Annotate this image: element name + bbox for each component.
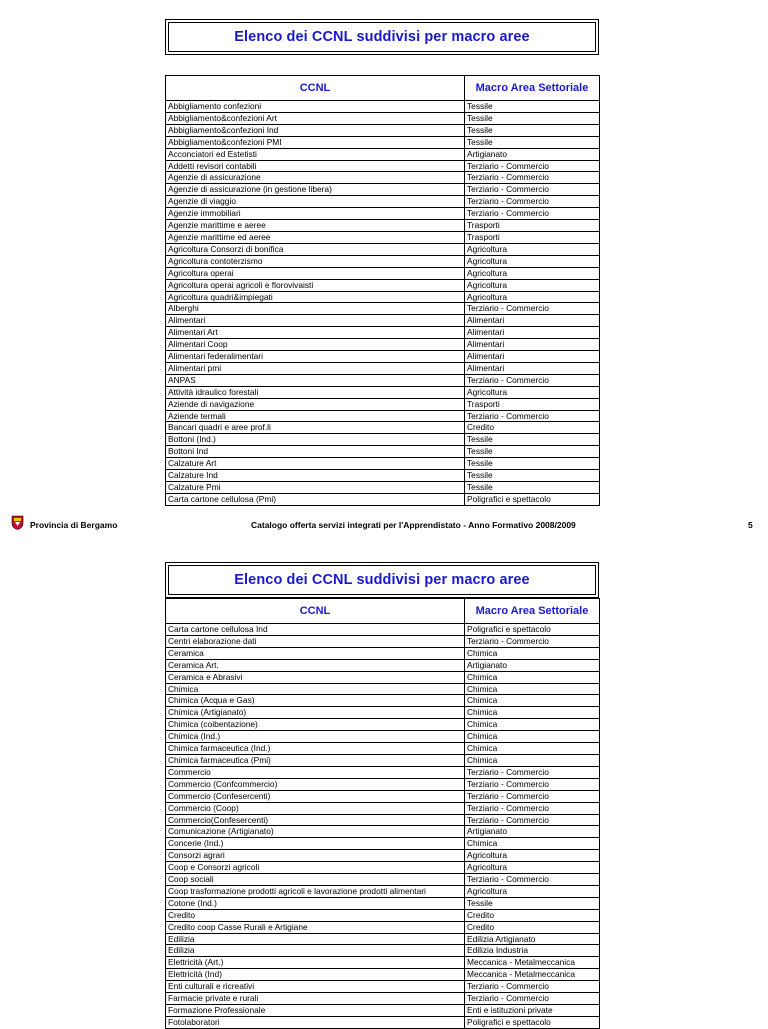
macro-area-cell: Tessile [465,897,600,909]
macro-area-cell: Meccanica - Metalmeccanica [465,969,600,981]
macro-area-cell: Tessile [465,470,600,482]
ccnl-cell: Edilizia [166,945,465,957]
macro-area-cell: Chimica [465,754,600,766]
ccnl-cell: Coop trasformazione prodotti agricoli e lavorazione prodotti alimentari [166,885,465,897]
ccnl-cell: Acconciatori ed Estetisti [166,148,465,160]
table-row [166,993,600,1005]
table-row [166,196,600,208]
macro-area-cell: Edilizia Industria [465,945,600,957]
table-row [166,112,600,124]
macro-area-cell: Alimentari [465,351,600,363]
ccnl-cell: Agenzie marittime ed aeree [166,231,465,243]
table-row [166,362,600,374]
table-row [166,267,600,279]
ccnl-column-header: CCNL [166,599,465,624]
ccnl-cell: Ceramica Art. [166,659,465,671]
ccnl-cell: Bancari quadri e aree prof.li [166,422,465,434]
table-row [166,885,600,897]
macro-area-cell: Terziario - Commercio [465,303,600,315]
ccnl-cell: Ceramica e Abrasivi [166,671,465,683]
ccnl-cell: Ceramica [166,647,465,659]
macro-area-cell: Tessile [465,136,600,148]
page-2-title: Elenco dei CCNL suddivisi per macro aree [234,572,530,588]
macro-area-cell: Terziario - Commercio [465,778,600,790]
table-row [166,921,600,933]
macro-area-cell: Chimica [465,838,600,850]
table-row [166,731,600,743]
ccnl-cell: Aziende termali [166,410,465,422]
ccnl-cell: Fotolaboratori [166,1016,465,1028]
table-row [166,754,600,766]
ccnl-cell: Commercio(Confesercenti) [166,814,465,826]
ccnl-cell: Farmacie private e rurali [166,993,465,1005]
macro-area-cell: Terziario - Commercio [465,410,600,422]
ccnl-cell: Chimica (coibentazione) [166,719,465,731]
table-row [166,850,600,862]
page-2-ccnl-table [165,598,600,1029]
macro-area-cell: Enti e istituzioni private [465,1005,600,1017]
ccnl-cell: Coop e Consorzi agricoli [166,862,465,874]
footer-page-number: 5 [748,520,753,530]
macro-area-cell: Terziario - Commercio [465,184,600,196]
macro-area-cell: Chimica [465,743,600,755]
page-1-table-body [166,101,600,506]
ccnl-cell: ANPAS [166,374,465,386]
macro-area-cell: Trasporti [465,398,600,410]
page-2-title-box [165,562,599,598]
macro-area-cell: Artigianato [465,148,600,160]
table-row [166,315,600,327]
page-1-title-box [165,19,599,55]
page-2-block [165,562,599,1029]
macro-area-cell: Poligrafici e spettacolo [465,624,600,636]
ccnl-cell: Agricoltura operai [166,267,465,279]
ccnl-cell: Agenzie di assicurazione [166,172,465,184]
macro-area-cell: Terziario - Commercio [465,374,600,386]
macro-area-column-header: Macro Area Settoriale [465,599,600,624]
macro-area-cell: Agricoltura [465,243,600,255]
ccnl-cell: Commercio (Confesercenti) [166,790,465,802]
table-row [166,695,600,707]
ccnl-cell: Agricoltura Consorzi di bonifica [166,243,465,255]
macro-area-cell: Artigianato [465,826,600,838]
macro-area-cell: Credito [465,909,600,921]
macro-area-cell: Terziario - Commercio [465,172,600,184]
ccnl-cell: Agricoltura operai agricoli e florovivaisti [166,279,465,291]
table-row [166,778,600,790]
table-header-row [166,599,600,624]
macro-area-cell: Poligrafici e spettacolo [465,493,600,505]
table-row [166,897,600,909]
table-row [166,398,600,410]
table-row [166,707,600,719]
ccnl-cell: Alimentari Coop [166,339,465,351]
ccnl-cell: Commercio (Coop) [166,802,465,814]
macro-area-cell: Trasporti [465,231,600,243]
ccnl-cell: Agenzie di assicurazione (in gestione libera) [166,184,465,196]
ccnl-cell: Chimica (Artigianato) [166,707,465,719]
ccnl-cell: Calzature Ind [166,470,465,482]
table-row [166,434,600,446]
ccnl-cell: Chimica (Ind.) [166,731,465,743]
macro-area-cell: Terziario - Commercio [465,160,600,172]
table-row [166,969,600,981]
table-row [166,945,600,957]
macro-area-cell: Terziario - Commercio [465,874,600,886]
macro-area-cell: Tessile [465,434,600,446]
ccnl-cell: Bottoni Ind [166,446,465,458]
table-row [166,482,600,494]
table-row [166,243,600,255]
macro-area-cell: Agricoltura [465,850,600,862]
table-row [166,671,600,683]
macro-area-cell: Tessile [465,112,600,124]
table-row [166,279,600,291]
table-row [166,814,600,826]
macro-area-cell: Poligrafici e spettacolo [465,1016,600,1028]
ccnl-cell: Abbigliamento&confezioni Ind [166,124,465,136]
table-row [166,231,600,243]
macro-area-cell: Terziario - Commercio [465,993,600,1005]
macro-area-cell: Edilizia Artigianato [465,933,600,945]
ccnl-cell: Chimica farmaceutica (Pmi) [166,754,465,766]
table-row [166,148,600,160]
table-row [166,790,600,802]
macro-area-cell: Chimica [465,731,600,743]
table-row [166,303,600,315]
macro-area-cell: Terziario - Commercio [465,196,600,208]
macro-area-cell: Agricoltura [465,291,600,303]
macro-area-cell: Terziario - Commercio [465,802,600,814]
table-row [166,374,600,386]
macro-area-cell: Tessile [465,482,600,494]
macro-area-cell: Terziario - Commercio [465,814,600,826]
ccnl-cell: Concerie (Ind.) [166,838,465,850]
page-1-block [165,19,599,506]
macro-area-cell: Tessile [465,124,600,136]
ccnl-cell: Credito [166,909,465,921]
macro-area-cell: Agricoltura [465,255,600,267]
macro-area-cell: Chimica [465,719,600,731]
table-row [166,136,600,148]
ccnl-cell: Carta cartone cellulosa Ind [166,624,465,636]
table-row [166,981,600,993]
table-row [166,909,600,921]
ccnl-cell: Chimica farmaceutica (Ind.) [166,743,465,755]
macro-area-cell: Alimentari [465,362,600,374]
ccnl-cell: Consorzi agrari [166,850,465,862]
ccnl-cell: Addetti revisori contabili [166,160,465,172]
macro-area-cell: Terziario - Commercio [465,635,600,647]
macro-area-cell: Chimica [465,683,600,695]
table-row [166,172,600,184]
ccnl-cell: Agricoltura quadri&impiegati [166,291,465,303]
ccnl-cell: Enti culturali e ricreativi [166,981,465,993]
ccnl-cell: Abbigliamento&confezioni Art [166,112,465,124]
table-row [166,458,600,470]
ccnl-cell: Chimica [166,683,465,695]
ccnl-cell: Bottoni (Ind.) [166,434,465,446]
table-row [166,470,600,482]
ccnl-cell: Abbigliamento confezioni [166,101,465,113]
macro-area-cell: Meccanica - Metalmeccanica [465,957,600,969]
ccnl-cell: Alimentari [166,315,465,327]
ccnl-cell: Alimentari Art [166,327,465,339]
ccnl-cell: Edilizia [166,933,465,945]
macro-area-cell: Tessile [465,101,600,113]
ccnl-cell: Calzature Pmi [166,482,465,494]
ccnl-cell: Elettricità (Art.) [166,957,465,969]
table-row [166,933,600,945]
macro-area-cell: Chimica [465,671,600,683]
table-row [166,386,600,398]
province-crest-icon [11,515,24,530]
macro-area-cell: Alimentari [465,327,600,339]
table-row [166,339,600,351]
table-row [166,327,600,339]
ccnl-cell: Chimica (Acqua e Gas) [166,695,465,707]
table-row [166,624,600,636]
table-row [166,826,600,838]
macro-area-column-header: Macro Area Settoriale [465,76,600,101]
macro-area-cell: Chimica [465,707,600,719]
macro-area-cell: Agricoltura [465,267,600,279]
ccnl-cell: Cotone (Ind.) [166,897,465,909]
table-row [166,1005,600,1017]
table-row [166,410,600,422]
macro-area-cell: Terziario - Commercio [465,790,600,802]
ccnl-cell: Formazione Professionale [166,1005,465,1017]
table-row [166,683,600,695]
ccnl-cell: Aziende di navigazione [166,398,465,410]
ccnl-column-header: CCNL [166,76,465,101]
macro-area-cell: Terziario - Commercio [465,981,600,993]
ccnl-cell: Agenzie immobiliari [166,208,465,220]
ccnl-cell: Calzature Art [166,458,465,470]
ccnl-cell: Carta cartone cellulosa (Pmi) [166,493,465,505]
table-row [166,291,600,303]
page-2-table-body [166,624,600,1029]
table-row [166,208,600,220]
ccnl-cell: Commercio [166,766,465,778]
page-1-title: Elenco dei CCNL suddivisi per macro aree [234,29,530,45]
ccnl-cell: Commercio (Confcommercio) [166,778,465,790]
table-row [166,719,600,731]
ccnl-cell: Agenzie marittime e aeree [166,220,465,232]
macro-area-cell: Agricoltura [465,885,600,897]
ccnl-cell: Abbigliamento&confezioni PMI [166,136,465,148]
macro-area-cell: Alimentari [465,315,600,327]
table-header-row [166,76,600,101]
table-row [166,957,600,969]
table-row [166,101,600,113]
table-row [166,838,600,850]
ccnl-cell: Alimentari federalimentari [166,351,465,363]
page-1-ccnl-table [165,75,600,506]
macro-area-cell: Trasporti [465,220,600,232]
macro-area-cell: Tessile [465,446,600,458]
table-row [166,220,600,232]
table-row [166,862,600,874]
table-row [166,422,600,434]
table-row [166,255,600,267]
ccnl-cell: Centri elaborazione dati [166,635,465,647]
table-row [166,184,600,196]
ccnl-cell: Alimentari pmi [166,362,465,374]
macro-area-cell: Chimica [465,647,600,659]
table-row [166,1016,600,1028]
table-row [166,160,600,172]
ccnl-cell: Comunicazione (Artigianato) [166,826,465,838]
table-row [166,446,600,458]
macro-area-cell: Credito [465,422,600,434]
macro-area-cell: Terziario - Commercio [465,208,600,220]
table-row [166,766,600,778]
table-row [166,493,600,505]
macro-area-cell: Agricoltura [465,862,600,874]
macro-area-cell: Agricoltura [465,279,600,291]
macro-area-cell: Alimentari [465,339,600,351]
table-row [166,351,600,363]
page-footer [0,512,768,536]
macro-area-cell: Chimica [465,695,600,707]
footer-organization: Provincia di Bergamo [30,520,118,530]
ccnl-cell: Alberghi [166,303,465,315]
macro-area-cell: Tessile [465,458,600,470]
table-row [166,743,600,755]
table-row [166,659,600,671]
macro-area-cell: Agricoltura [465,386,600,398]
macro-area-cell: Credito [465,921,600,933]
ccnl-cell: Agenzie di viaggio [166,196,465,208]
ccnl-cell: Credito coop Casse Rurali e Artigiane [166,921,465,933]
table-row [166,874,600,886]
table-row [166,647,600,659]
ccnl-cell: Attività idraulico forestali [166,386,465,398]
ccnl-cell: Coop sociali [166,874,465,886]
table-row [166,635,600,647]
ccnl-cell: Elettricità (Ind) [166,969,465,981]
table-row [166,124,600,136]
macro-area-cell: Terziario - Commercio [465,766,600,778]
footer-catalog-title: Catalogo offerta servizi integrati per l'Apprendistato - Anno Formativo 2008/2009 [251,520,576,530]
ccnl-cell: Agricoltura contoterzismo [166,255,465,267]
macro-area-cell: Artigianato [465,659,600,671]
table-row [166,802,600,814]
